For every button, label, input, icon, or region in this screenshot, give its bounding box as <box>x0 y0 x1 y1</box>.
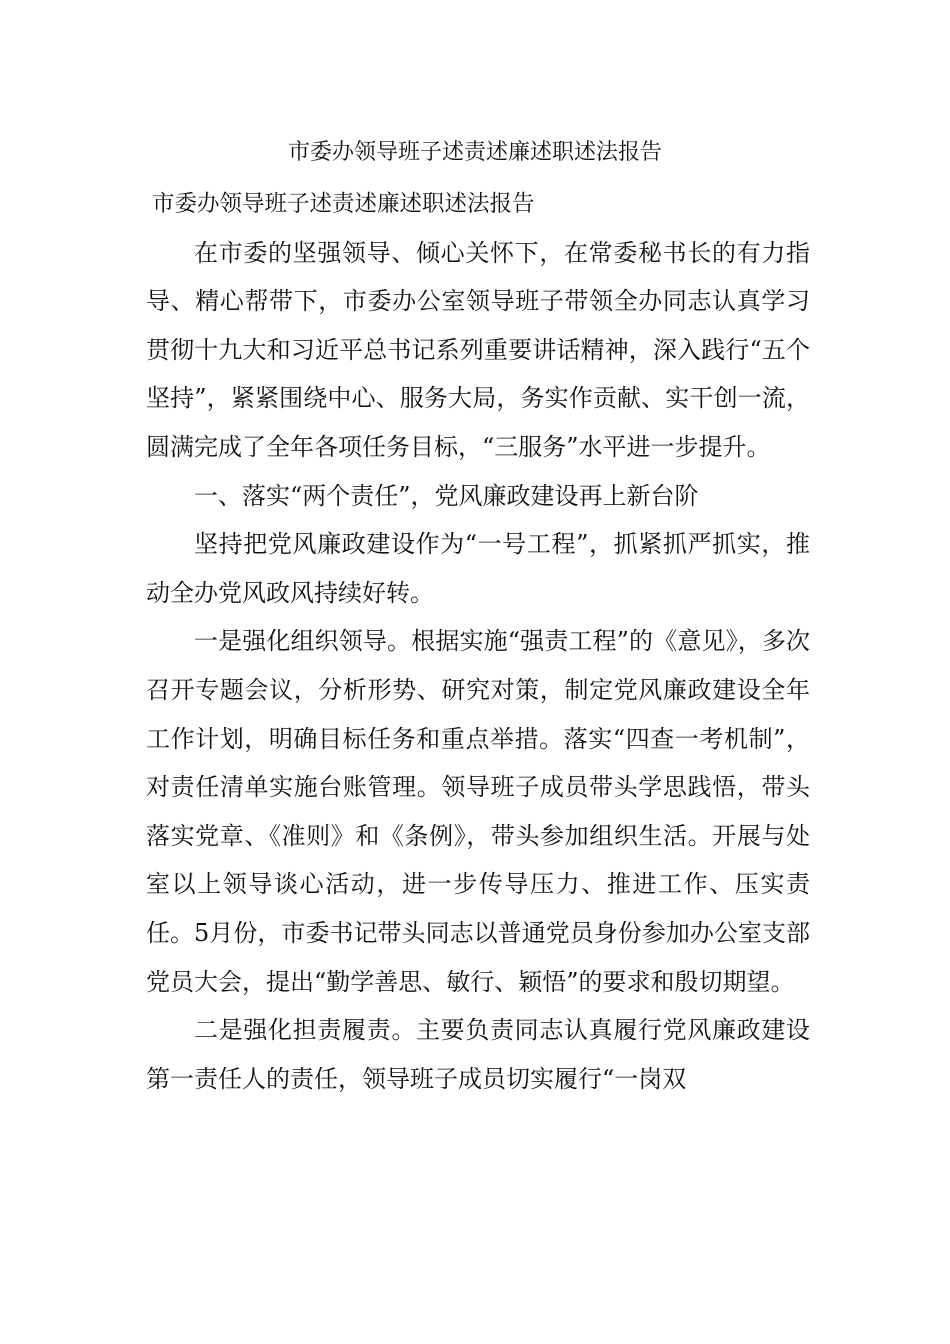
paragraph-section-1-lead: 坚持把党风廉政建设作为“一号工程”，抓紧抓严抓实，推动全办党风政风持续好转。 <box>146 530 810 607</box>
document-subtitle: 市委办领导班子述责述廉述职述法报告 <box>152 191 535 217</box>
document-body <box>146 180 810 1103</box>
section-heading-1: 一、落实“两个责任”，党风廉政建设再上新台阶 <box>194 481 699 510</box>
paragraph-point-1: 一是强化组织领导。根据实施“强责工程”的《意见》，多次召开专题会议，分析形势、研究对策，制定党风廉政建设全年工作计划，明确目标任务和重点举措。落实“四查一考机制”，对责任清单实施台账管理。领导班子成员带头学思践悟，带头落实党章、《准则》和《条例》，带头参加组织生活。开展与处室以上领导谈心活动，进一步传导压力、推进工作、压实责任。5月份，市委书记带头同志以普通党员身份参加办公室支部党员大会，提出“勤学善思、敏行、颖悟”的要求和殷切期望。 <box>146 627 810 996</box>
paragraph-point-2: 二是强化担责履责。主要负责同志认真履行党风廉政建设第一责任人的责任，领导班子成员切实履行“一岗双 <box>146 1016 810 1093</box>
document-title: 市委办领导班子述责述廉述职述法报告 <box>287 140 662 165</box>
paragraph-intro: 在市委的坚强领导、倾心关怀下，在常委秘书长的有力指导、精心帮带下，市委办公室领导班子带领全办同志认真学习贯彻十九大和习近平总书记系列重要讲话精神，深入践行“五个坚持”，紧紧围绕中心、服务大局，务实作贡献、实干创一流，圆满完成了全年各项任务目标，“三服务”水平进一步提升。 <box>146 238 810 461</box>
